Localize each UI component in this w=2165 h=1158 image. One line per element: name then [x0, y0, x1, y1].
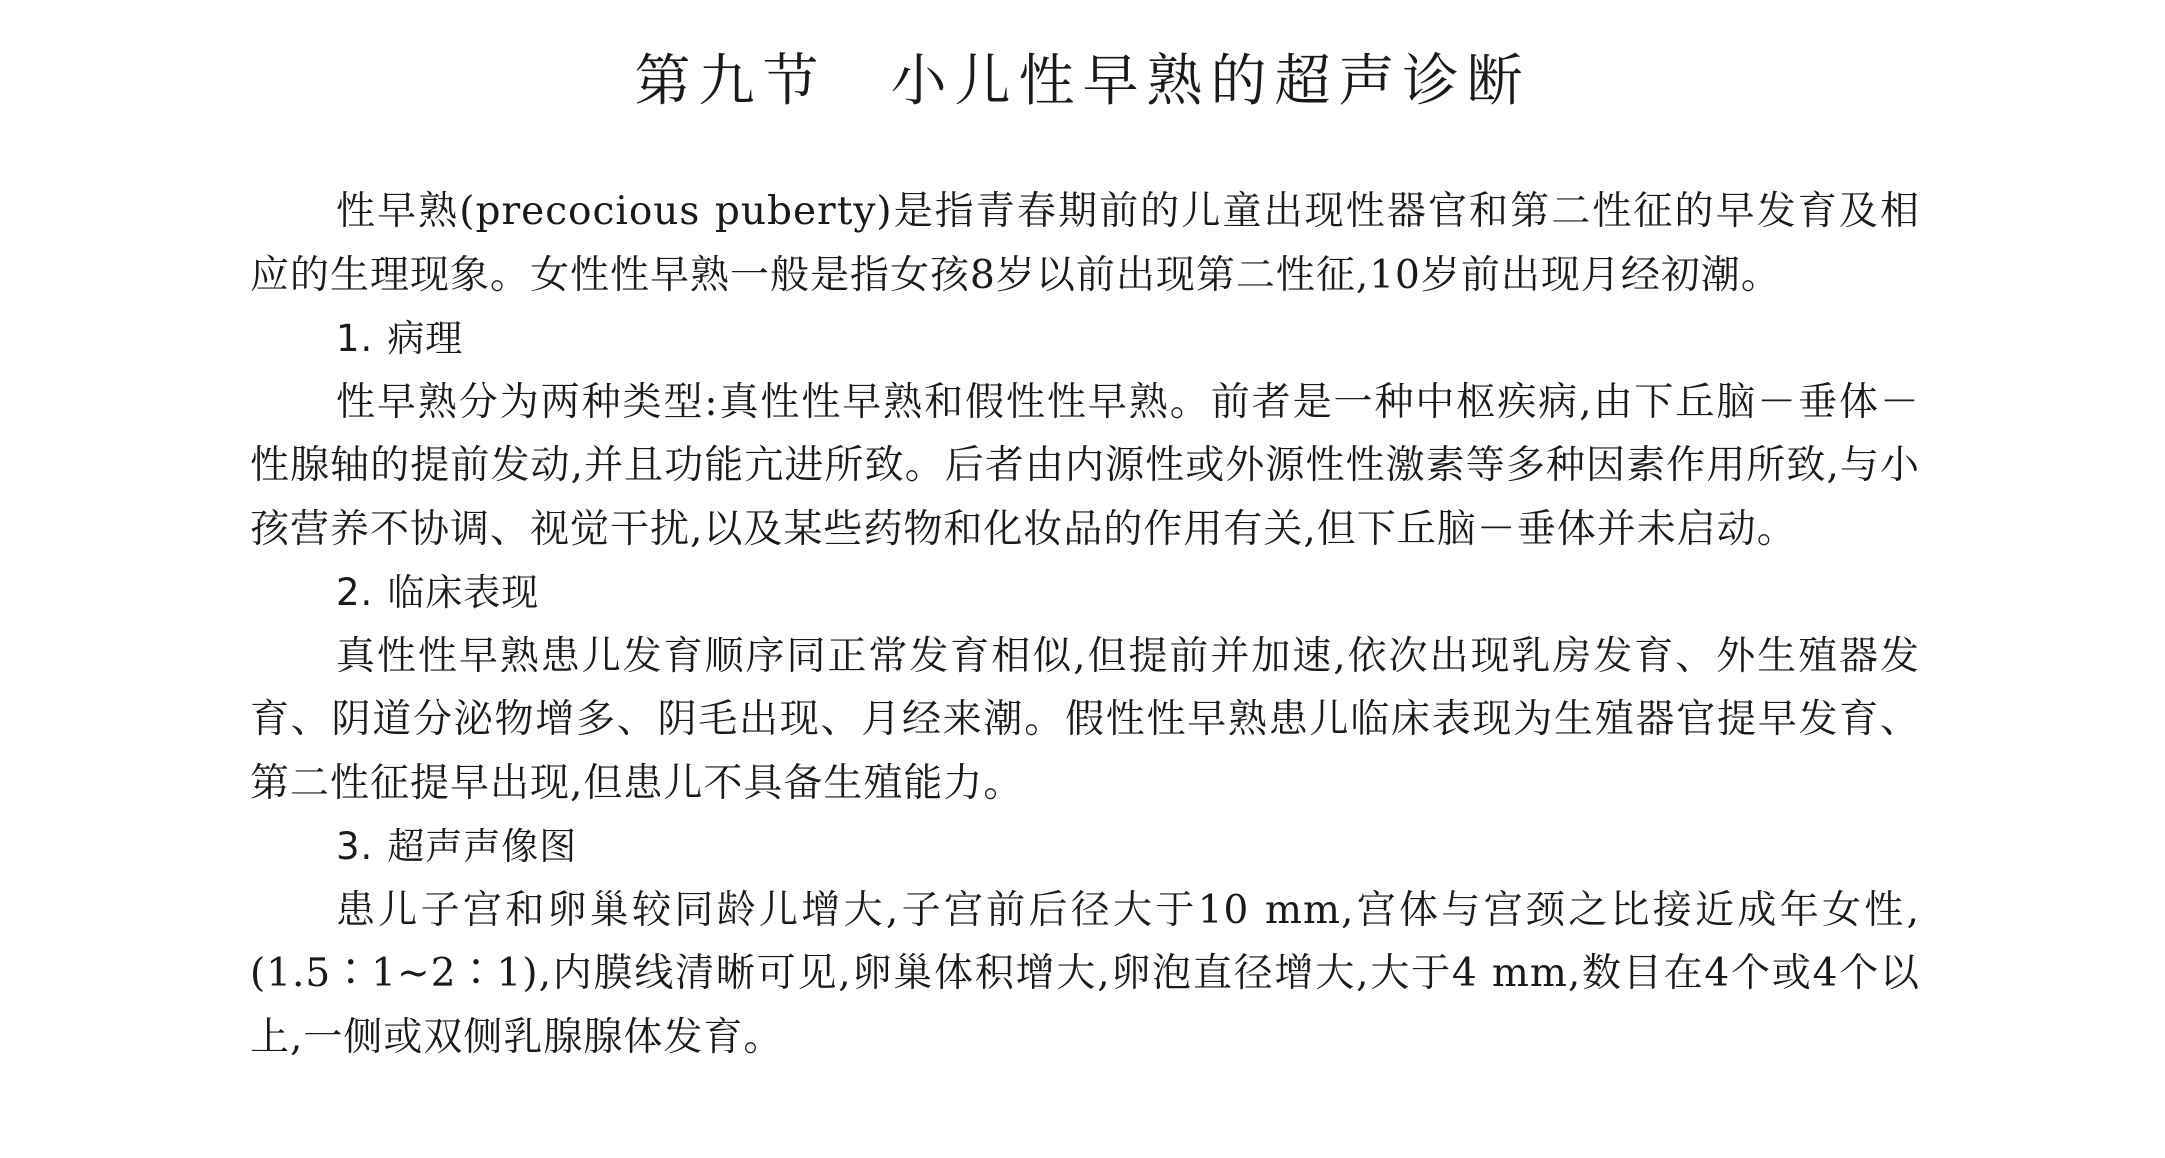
- pathology-paragraph: 性早熟分为两种类型:真性性早熟和假性性早熟。前者是一种中枢疾病,由下丘脑－垂体－性腺轴的提前发动,并且功能亢进所致。后者由内源性或外源性性激素等多种因素作用所致,与小孩营养不协调、视觉干扰,以及某些药物和化妆品的作用有关,但下丘脑－垂体并未启动。: [250, 379, 1920, 552]
- section-heading-label: 临床表现: [387, 571, 540, 614]
- intro-paragraph: 性早熟(precocious puberty)是指青春期前的儿童出现性器官和第二性征的早发育及相应的生理现象。女性性早熟一般是指女孩8岁以前出现第二性征,10岁前出现月经初潮。: [250, 189, 1920, 298]
- section-number: 3.: [336, 825, 374, 868]
- clinical-paragraph: 真性性早熟患儿发育顺序同正常发育相似,但提前并加速,依次出现乳房发育、外生殖器发育、阴道分泌物增多、阴毛出现、月经来潮。假性性早熟患儿临床表现为生殖器官提早发育、第二性征提早出现,但患儿不具备生殖能力。: [250, 633, 1920, 806]
- section-title: 第九节 小儿性早熟的超声诊断: [634, 49, 1531, 114]
- section-number: 2.: [336, 571, 374, 614]
- section-number: 1.: [336, 317, 374, 360]
- body-text: [250, 180, 1920, 1069]
- section-heading-label: 超声声像图: [387, 825, 578, 868]
- section-heading-ultrasound: [250, 815, 1920, 879]
- section-heading-clinical: [250, 561, 1920, 625]
- section-heading-pathology: [250, 307, 1920, 371]
- ultrasound-paragraph: 患儿子宫和卵巢较同龄儿增大,子宫前后径大于10 mm,宫体与宫颈之比接近成年女性,(1.5∶1~2∶1),内膜线清晰可见,卵巢体积增大,卵泡直径增大,大于4 mm,数目在4个或4个以上,一侧或双侧乳腺腺体发育。: [250, 887, 1920, 1060]
- section-heading-label: 病理: [387, 317, 464, 360]
